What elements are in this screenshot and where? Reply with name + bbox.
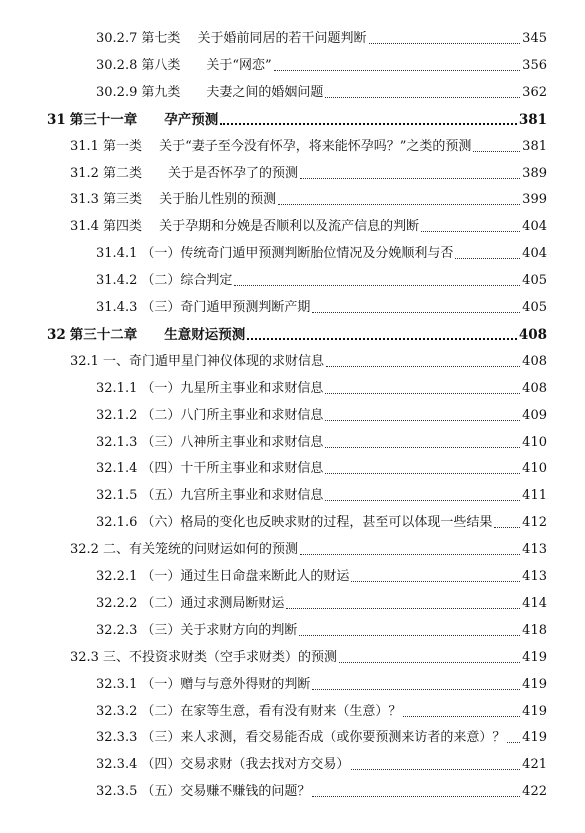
dot-leader: [234, 285, 520, 286]
dot-leader: [325, 473, 520, 474]
toc-entry-title: [96, 569, 349, 585]
toc-entry[interactable]: [96, 294, 547, 316]
toc-entry-number: 31.1: [70, 138, 99, 154]
dot-leader: [312, 796, 520, 797]
toc-entry-number: 32.3.2: [96, 703, 138, 719]
toc-page-number: 411: [522, 488, 547, 504]
toc-entry-text: 第二类 关于是否怀孕了的预测: [102, 165, 298, 181]
toc-entry[interactable]: [96, 778, 547, 800]
toc-entry-number: 32.2.3: [96, 622, 138, 638]
toc-entry-text: 第九类 夫妻之间的婚姻问题: [141, 84, 324, 100]
dot-leader: [312, 312, 520, 313]
dot-leader: [507, 742, 520, 743]
toc-entry[interactable]: [96, 617, 547, 639]
toc-entry-text: 第三类 关于胎儿性别的预测: [102, 192, 277, 208]
toc-entry-number: 32.3: [70, 649, 99, 665]
toc-entry[interactable]: [70, 186, 547, 208]
toc-entry-text: 第八类 关于“网恋”: [141, 57, 272, 73]
toc-entry[interactable]: [96, 698, 547, 720]
toc-entry-title: [96, 273, 232, 289]
toc-entry-text: （三）关于求财方向的判断: [141, 622, 298, 638]
toc-entry-text: 第三十二章 生意财运预测: [69, 326, 246, 343]
toc-page-number: 404: [522, 246, 547, 262]
toc-entry-number: 32.3.3: [96, 730, 138, 746]
dot-leader: [473, 151, 520, 152]
toc-entry[interactable]: [96, 375, 547, 397]
dot-leader: [325, 393, 520, 394]
toc-entry-text: 第四类 关于孕期和分娩是否顺利以及流产信息的判断: [102, 219, 420, 235]
toc-entry[interactable]: [96, 671, 547, 693]
toc-page-number: 418: [522, 622, 547, 638]
toc-page-number: 419: [522, 703, 547, 719]
toc-page-number: 409: [522, 407, 547, 423]
toc-entry-number: 32.1: [70, 353, 99, 369]
toc-page-number: 422: [522, 784, 547, 800]
toc-entry[interactable]: [70, 213, 547, 235]
dot-leader: [325, 420, 520, 421]
toc-page-number: 419: [522, 649, 547, 665]
toc-page-number: 362: [522, 84, 547, 100]
toc-page-number: 381: [522, 138, 547, 154]
toc-entry-title: [96, 246, 453, 262]
toc-entry-number: 32.1.3: [96, 434, 138, 450]
toc-entry-title: [47, 112, 218, 128]
toc-entry-number: 32.1.1: [96, 380, 138, 396]
toc-entry-title: [96, 704, 401, 720]
toc-page-number: 413: [522, 569, 547, 584]
toc-entry-title: [96, 31, 367, 47]
toc-entry-number: 31.3: [70, 192, 99, 208]
toc-entry-title: [70, 139, 471, 155]
dot-leader: [325, 97, 520, 98]
toc-entry-text: 二、有关笼统的问财运如何的预测: [102, 542, 298, 558]
dot-leader: [494, 527, 520, 528]
toc-entry[interactable]: [70, 133, 547, 155]
toc-entry-title: [70, 166, 298, 182]
toc-entry[interactable]: [70, 536, 547, 558]
toc-page-number: 419: [522, 730, 547, 746]
toc-page-number: 410: [522, 434, 547, 450]
toc-page-number: 405: [522, 300, 547, 315]
toc-page-number: 421: [522, 757, 547, 773]
dot-leader: [300, 554, 520, 555]
toc-entry[interactable]: [70, 348, 547, 370]
toc-entry-text: （一）赠与与意外得财的判断: [141, 676, 311, 692]
toc-entry[interactable]: [96, 455, 547, 477]
toc-entry-number: 30.2.8: [96, 57, 138, 73]
toc-page-number: 419: [522, 676, 547, 692]
toc-entry-text: （三）来人求测，看交易能否成（或你要预测来访者的来意）？: [141, 730, 506, 746]
toc-page-number: 356: [522, 57, 547, 73]
toc-page-number: 408: [522, 380, 547, 396]
toc-entry-text: （一）通过生日命盘来断此人的财运: [141, 569, 350, 584]
toc-entry-number: 31: [47, 111, 66, 128]
toc-page-number: 413: [522, 542, 547, 558]
dot-leader: [220, 123, 517, 125]
toc-entry-text: 一、奇门遁甲星门神仪体现的求财信息: [102, 353, 324, 369]
toc-entry-title: [96, 515, 492, 531]
toc-entry[interactable]: [96, 724, 547, 746]
toc-entry-text: 第七类 关于婚前同居的若干问题判断: [141, 31, 367, 46]
toc-entry-text: （三）奇门遁甲预测判断产期: [141, 300, 311, 315]
toc-page-number: 410: [522, 461, 547, 477]
toc-entry[interactable]: [96, 240, 547, 262]
toc-entry-title: [70, 219, 419, 235]
dot-leader: [312, 689, 520, 690]
dot-leader: [274, 70, 521, 71]
toc-entry[interactable]: [96, 267, 547, 289]
toc-entry-title: [96, 623, 297, 639]
toc-entry-title: [70, 650, 337, 666]
toc-entry-title: [96, 757, 349, 773]
toc-entry-text: （二）八门所主事业和求财信息: [141, 407, 324, 423]
toc-entry-number: 32.1.5: [96, 488, 138, 504]
dot-leader: [325, 500, 520, 501]
toc-entry-title: [96, 784, 310, 800]
toc-entry-number: 32.2: [70, 542, 99, 558]
toc-entry-number: 32.3.5: [96, 784, 138, 800]
toc-page-number: 381: [518, 111, 547, 128]
toc-chapter-entry[interactable]: [47, 106, 547, 128]
toc-page-number: 408: [518, 326, 547, 343]
toc-page-number: 345: [522, 31, 547, 46]
dot-leader: [369, 43, 521, 44]
toc-entry[interactable]: [70, 644, 547, 666]
toc-entry-number: 30.2.7: [96, 31, 138, 46]
toc-page-number: 404: [522, 219, 547, 235]
dot-leader: [247, 338, 517, 340]
toc-entry-title: [96, 58, 272, 74]
toc-chapter-entry[interactable]: [47, 321, 547, 343]
toc-entry[interactable]: [96, 79, 547, 101]
dot-leader: [403, 716, 520, 717]
toc-entry[interactable]: [96, 590, 547, 612]
dot-leader: [351, 581, 520, 582]
dot-leader: [455, 258, 520, 259]
toc-entry-text: （一）九星所主事业和求财信息: [141, 380, 324, 396]
toc-entry-title: [70, 354, 324, 370]
toc-entry-number: 30.2.9: [96, 84, 138, 100]
toc-page-number: 408: [522, 353, 547, 369]
dot-leader: [278, 204, 520, 205]
dot-leader: [286, 608, 520, 609]
dot-leader: [351, 769, 520, 770]
toc-entry-title: [96, 408, 323, 424]
toc-entry-number: 32.3.1: [96, 676, 138, 692]
toc-entry-number: 32.1.2: [96, 407, 138, 423]
toc-entry[interactable]: [96, 509, 547, 531]
dot-leader: [339, 662, 520, 663]
toc-entry-text: （一）传统奇门遁甲预测判断胎位情况及分娩顺利与否: [141, 246, 454, 262]
toc-entry-number: 32.1.4: [96, 461, 138, 477]
toc-entry-text: （四）交易求财（我去找对方交易）: [141, 757, 350, 773]
dot-leader: [299, 635, 520, 636]
toc-entry[interactable]: [96, 25, 547, 47]
toc-entry-title: [96, 300, 310, 316]
toc-entry-title: [47, 327, 245, 343]
toc-entry-title: [96, 730, 505, 746]
toc-page-number: 412: [522, 515, 547, 531]
toc-entry-title: [96, 677, 310, 693]
toc-entry-title: [96, 435, 323, 451]
toc-entry-text: （二）综合判定: [141, 273, 233, 289]
toc-entry-number: 31.4.1: [96, 246, 138, 262]
dot-leader: [325, 447, 520, 448]
toc-entry-title: [96, 381, 323, 397]
toc-entry-text: （三）八神所主事业和求财信息: [141, 434, 324, 450]
toc-entry-text: 第一类 关于“妻子至今没有怀孕，将来能怀孕吗？”之类的预测: [102, 138, 472, 154]
toc-entry-text: （二）在家等生意，看有没有财来（生意）？: [141, 703, 402, 719]
toc-entry-number: 31.4.3: [96, 300, 138, 315]
toc-entry-number: 31.2: [70, 165, 99, 181]
toc-page-number: 389: [522, 165, 547, 181]
toc-page-number: 414: [522, 595, 547, 611]
toc-page-number: 405: [522, 273, 547, 289]
toc-entry-title: [96, 488, 323, 504]
toc-entry-number: 31.4: [70, 219, 99, 235]
toc-entry[interactable]: [96, 402, 547, 424]
toc-entry-number: 32: [47, 326, 66, 343]
toc-entry-number: 32.2.2: [96, 595, 138, 611]
toc-entry-title: [70, 192, 276, 208]
toc-entry[interactable]: [96, 429, 547, 451]
toc-entry-text: （四）十干所主事业和求财信息: [141, 461, 324, 477]
dot-leader: [421, 231, 520, 232]
toc-page-number: 399: [522, 192, 547, 208]
toc-entry-text: （二）通过求测局断财运: [141, 595, 285, 611]
toc-entry-title: [96, 85, 323, 101]
toc-entry[interactable]: [70, 160, 547, 182]
toc-entry-text: 第三十一章 孕产预测: [69, 111, 219, 128]
toc-entry-text: （五）九宫所主事业和求财信息: [141, 488, 324, 504]
toc-entry[interactable]: [96, 482, 547, 504]
dot-leader: [326, 366, 520, 367]
toc-entry[interactable]: [96, 751, 547, 773]
toc-entry-title: [70, 542, 298, 558]
toc-entry-number: 31.4.2: [96, 273, 138, 289]
toc-entry-title: [96, 596, 284, 612]
toc-entry-number: 32.3.4: [96, 757, 138, 773]
toc-entry[interactable]: [96, 563, 547, 585]
toc-entry-text: 三、不投资求财类（空手求财类）的预测: [102, 649, 337, 665]
toc-entry-text: （五）交易赚不赚钱的问题？: [141, 784, 311, 800]
dot-leader: [300, 178, 520, 179]
toc-entry-title: [96, 461, 323, 477]
toc-entry-number: 32.2.1: [96, 569, 138, 584]
toc-entry[interactable]: [96, 52, 547, 74]
toc-entry-text: （六）格局的变化也反映求财的过程，甚至可以体现一些结果: [141, 515, 493, 531]
toc-entry-number: 32.1.6: [96, 515, 138, 531]
